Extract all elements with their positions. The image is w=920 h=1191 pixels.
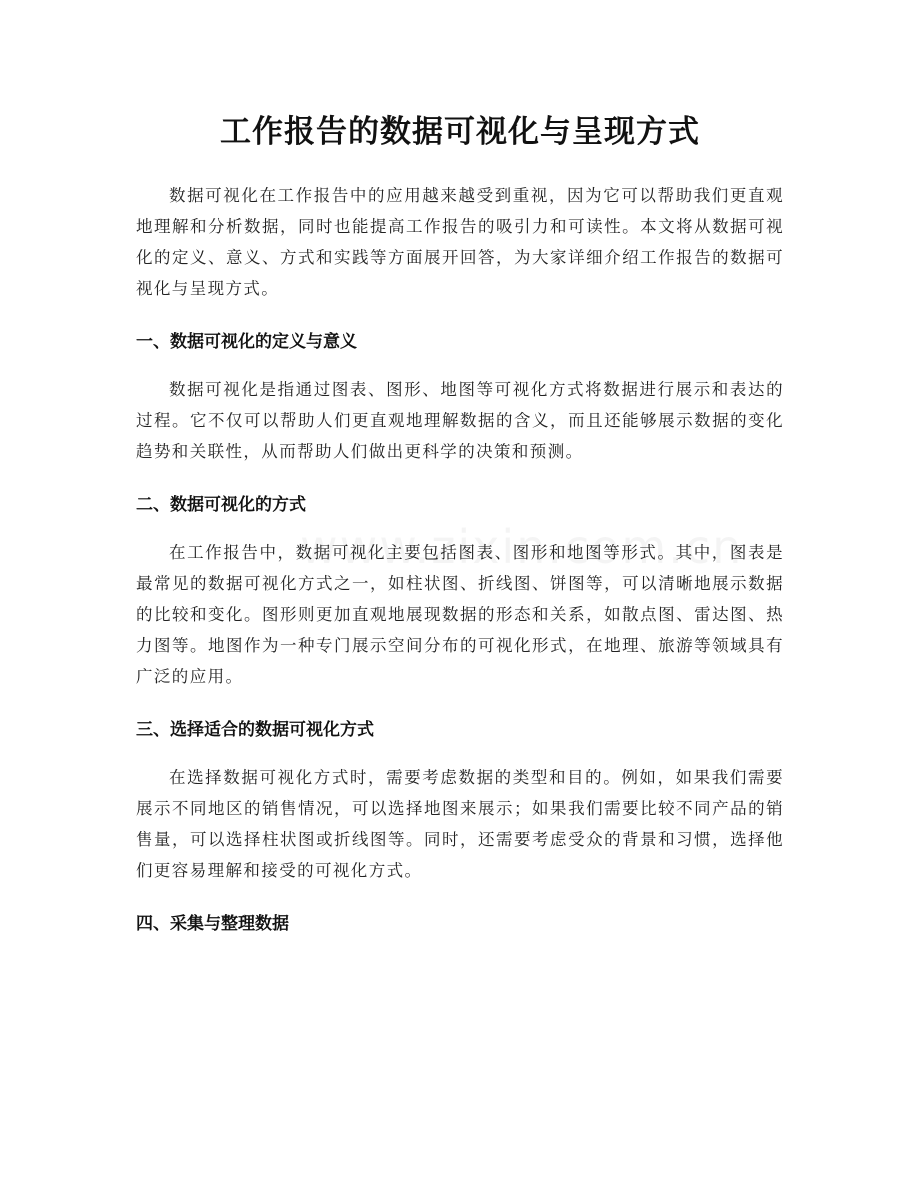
section-body-3: 在选择数据可视化方式时，需要考虑数据的类型和目的。例如，如果我们需要展示不同地区的销售情况，可以选择地图来展示；如果我们需要比较不同产品的销售量，可以选择柱状图或折线图等。同时，还需要考虑受众的背景和习惯，选择他们更容易理解和接受的可视化方式。 bbox=[136, 768, 784, 880]
section-body-1: 数据可视化是指通过图表、图形、地图等可视化方式将数据进行展示和表达的过程。它不仅可以帮助人们更直观地理解数据的含义，而且还能够展示数据的变化趋势和关联性，从而帮助人们做出更科学的决策和预测。 bbox=[136, 380, 784, 461]
page-title: 工作报告的数据可视化与呈现方式 bbox=[220, 114, 700, 150]
section-heading-3: 三、选择适合的数据可视化方式 bbox=[136, 720, 374, 740]
section-heading-1: 一、数据可视化的定义与意义 bbox=[136, 332, 357, 352]
section-heading-2: 二、数据可视化的方式 bbox=[136, 495, 306, 515]
section-heading-4: 四、采集与整理数据 bbox=[136, 914, 289, 934]
section-body-2: 在工作报告中，数据可视化主要包括图表、图形和地图等形式。其中，图表是最常见的数据可视化方式之一，如柱状图、折线图、饼图等，可以清晰地展示数据的比较和变化。图形则更加直观地展现数据的形态和关系，如散点图、雷达图、热力图等。地图作为一种专门展示空间分布的可视化形式，在地理、旅游等领域具有广泛的应用。 bbox=[136, 543, 784, 686]
intro-paragraph: 数据可视化在工作报告中的应用越来越受到重视，因为它可以帮助我们更直观地理解和分析数据，同时也能提高工作报告的吸引力和可读性。本文将从数据可视化的定义、意义、方式和实践等方面展开回答，为大家详细介绍工作报告的数据可视化与呈现方式。 bbox=[136, 186, 784, 298]
